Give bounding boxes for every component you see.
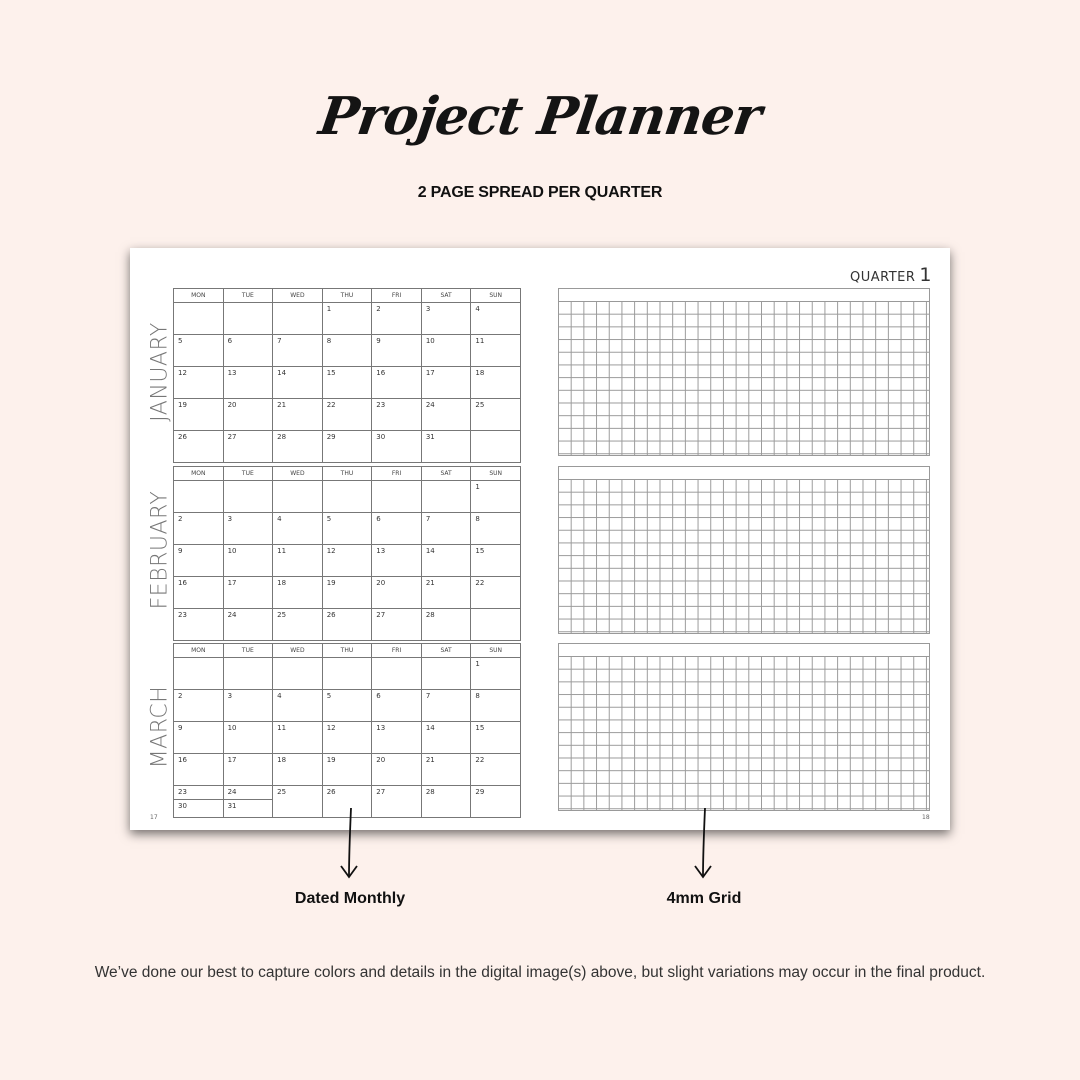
day-cell[interactable]: 7 bbox=[421, 513, 471, 545]
day-cell[interactable]: 20 bbox=[372, 754, 422, 786]
day-cell[interactable]: 12 bbox=[322, 722, 372, 754]
calendar-week bbox=[174, 609, 521, 641]
day-cell[interactable]: 21 bbox=[421, 577, 471, 609]
day-cell[interactable]: 17 bbox=[421, 367, 471, 399]
day-cell[interactable]: 1 bbox=[471, 658, 521, 690]
day-cell[interactable]: 3 bbox=[421, 303, 471, 335]
day-cell[interactable]: 4 bbox=[273, 690, 323, 722]
day-cell[interactable]: 12 bbox=[322, 545, 372, 577]
calendar-table bbox=[173, 288, 521, 463]
day-cell[interactable]: 11 bbox=[273, 545, 323, 577]
day-cell[interactable]: 27 bbox=[372, 786, 422, 818]
day-cell[interactable]: 11 bbox=[273, 722, 323, 754]
weekday-header: TUE bbox=[223, 289, 273, 303]
day-cell[interactable] bbox=[421, 658, 471, 690]
day-cell[interactable] bbox=[273, 481, 323, 513]
day-cell[interactable] bbox=[223, 481, 273, 513]
arrow-down-icon-right bbox=[692, 806, 716, 882]
day-cell[interactable]: 28 bbox=[421, 786, 471, 818]
quarter-label-text: QUARTER bbox=[850, 270, 916, 285]
day-cell[interactable]: 5 bbox=[322, 513, 372, 545]
page-title: Project Planner bbox=[315, 86, 765, 147]
day-cell[interactable] bbox=[372, 658, 422, 690]
day-cell[interactable] bbox=[174, 481, 224, 513]
day-cell[interactable]: 23 bbox=[372, 399, 422, 431]
day-cell[interactable]: 2 bbox=[372, 303, 422, 335]
grid-block-3 bbox=[558, 643, 930, 811]
day-cell[interactable]: 18 bbox=[471, 367, 521, 399]
day-cell[interactable]: 25 bbox=[273, 609, 323, 641]
day-cell[interactable]: 14 bbox=[421, 722, 471, 754]
arrow-down-icon-left bbox=[338, 806, 362, 882]
weekday-header: SAT bbox=[421, 467, 471, 481]
day-cell[interactable]: 13 bbox=[372, 722, 422, 754]
day-cell[interactable]: 25 bbox=[273, 786, 323, 818]
day-cell[interactable]: 10 bbox=[223, 722, 273, 754]
day-cell[interactable]: 5 bbox=[322, 690, 372, 722]
weekday-header: FRI bbox=[372, 467, 422, 481]
day-cell[interactable] bbox=[471, 609, 521, 641]
day-cell[interactable]: 22 bbox=[471, 577, 521, 609]
day-cell[interactable]: 19 bbox=[322, 577, 372, 609]
calendar-week bbox=[174, 722, 521, 754]
calendar-week bbox=[174, 545, 521, 577]
day-cell[interactable]: 7 bbox=[273, 335, 323, 367]
weekday-header: MON bbox=[174, 644, 224, 658]
day-cell[interactable] bbox=[174, 786, 224, 818]
weekday-header: FRI bbox=[372, 644, 422, 658]
calendar-week bbox=[174, 399, 521, 431]
weekday-header: TUE bbox=[223, 644, 273, 658]
disclaimer-text: We’ve done our best to capture colors and details in the digital image(s) above, but slight variations may occur in the final product. bbox=[94, 964, 986, 981]
day-cell[interactable]: 9 bbox=[174, 722, 224, 754]
page-number-right: 18 bbox=[922, 814, 930, 821]
day-cell[interactable]: 4 bbox=[471, 303, 521, 335]
day-cell[interactable]: 7 bbox=[421, 690, 471, 722]
day-cell[interactable]: 13 bbox=[372, 545, 422, 577]
day-cell[interactable]: 11 bbox=[471, 335, 521, 367]
day-cell[interactable] bbox=[174, 658, 224, 690]
day-cell[interactable]: 27 bbox=[372, 609, 422, 641]
day-cell[interactable]: 22 bbox=[471, 754, 521, 786]
day-cell[interactable]: 27 bbox=[223, 431, 273, 463]
day-cell[interactable] bbox=[322, 481, 372, 513]
page-subtitle: 2 PAGE SPREAD PER QUARTER bbox=[417, 184, 663, 201]
calendar-week bbox=[174, 690, 521, 722]
calendar-week bbox=[174, 577, 521, 609]
day-cell[interactable]: 9 bbox=[372, 335, 422, 367]
month-name: FEBRUARY bbox=[147, 490, 173, 610]
grid-block-2 bbox=[558, 466, 930, 634]
day-number: 24 bbox=[224, 786, 273, 800]
calendar-week bbox=[174, 513, 521, 545]
month-name: MARCH bbox=[147, 685, 173, 769]
calendar-week bbox=[174, 431, 521, 463]
day-cell[interactable]: 31 bbox=[421, 431, 471, 463]
day-cell[interactable]: 2 bbox=[174, 513, 224, 545]
day-cell[interactable]: 26 bbox=[322, 786, 372, 818]
day-cell[interactable] bbox=[223, 658, 273, 690]
day-cell[interactable]: 14 bbox=[421, 545, 471, 577]
day-number: 30 bbox=[178, 802, 187, 810]
day-cell[interactable]: 3 bbox=[223, 513, 273, 545]
grid-block-1 bbox=[558, 288, 930, 456]
day-cell[interactable] bbox=[273, 658, 323, 690]
weekday-header: WED bbox=[273, 644, 323, 658]
day-number: 23 bbox=[174, 786, 223, 800]
calendar-week bbox=[174, 335, 521, 367]
day-cell[interactable]: 21 bbox=[273, 399, 323, 431]
day-cell[interactable]: 26 bbox=[322, 609, 372, 641]
day-cell[interactable]: 6 bbox=[372, 513, 422, 545]
day-cell[interactable]: 2 bbox=[174, 690, 224, 722]
day-cell[interactable]: 16 bbox=[174, 577, 224, 609]
calendar-week bbox=[174, 303, 521, 335]
day-cell[interactable]: 23 bbox=[174, 609, 224, 641]
calendar-table bbox=[173, 466, 521, 641]
day-cell[interactable]: 19 bbox=[174, 399, 224, 431]
weekday-header: SUN bbox=[471, 289, 521, 303]
day-cell[interactable]: 25 bbox=[471, 399, 521, 431]
day-cell[interactable]: 16 bbox=[174, 754, 224, 786]
weekday-header: SUN bbox=[471, 644, 521, 658]
weekday-header: MON bbox=[174, 467, 224, 481]
day-cell[interactable]: 15 bbox=[471, 545, 521, 577]
day-cell[interactable] bbox=[322, 658, 372, 690]
day-cell[interactable]: 13 bbox=[223, 367, 273, 399]
day-cell[interactable]: 5 bbox=[174, 335, 224, 367]
calendar-week bbox=[174, 658, 521, 690]
day-cell[interactable]: 1 bbox=[322, 303, 372, 335]
weekday-header: SAT bbox=[421, 644, 471, 658]
day-cell[interactable]: 30 bbox=[372, 431, 422, 463]
quarter-label bbox=[850, 264, 932, 286]
day-cell[interactable]: 24 bbox=[223, 609, 273, 641]
caption-dated-monthly: Dated Monthly bbox=[294, 890, 406, 907]
day-cell[interactable]: 22 bbox=[322, 399, 372, 431]
day-cell[interactable]: 26 bbox=[174, 431, 224, 463]
day-cell[interactable]: 3 bbox=[223, 690, 273, 722]
day-cell[interactable] bbox=[273, 303, 323, 335]
day-cell[interactable]: 8 bbox=[471, 513, 521, 545]
day-cell[interactable]: 8 bbox=[471, 690, 521, 722]
day-cell[interactable] bbox=[372, 481, 422, 513]
weekday-header: THU bbox=[322, 644, 372, 658]
month-name: JANUARY bbox=[147, 322, 173, 422]
weekday-header: MON bbox=[174, 289, 224, 303]
weekday-header: WED bbox=[273, 289, 323, 303]
day-cell[interactable]: 9 bbox=[174, 545, 224, 577]
day-cell[interactable]: 28 bbox=[421, 609, 471, 641]
day-cell[interactable]: 17 bbox=[223, 754, 273, 786]
caption-4mm-grid: 4mm Grid bbox=[666, 890, 742, 907]
day-cell[interactable]: 28 bbox=[273, 431, 323, 463]
planner-spread bbox=[130, 248, 950, 830]
day-number: 31 bbox=[227, 802, 237, 810]
day-cell[interactable] bbox=[174, 303, 224, 335]
day-cell[interactable]: 4 bbox=[273, 513, 323, 545]
calendar-week bbox=[174, 754, 521, 786]
weekday-header: SUN bbox=[471, 467, 521, 481]
day-cell[interactable]: 20 bbox=[372, 577, 422, 609]
quarter-number: 1 bbox=[919, 264, 933, 286]
day-cell[interactable]: 12 bbox=[174, 367, 224, 399]
day-cell[interactable]: 16 bbox=[372, 367, 422, 399]
day-cell[interactable]: 18 bbox=[273, 754, 323, 786]
day-cell[interactable]: 10 bbox=[223, 545, 273, 577]
weekday-header: SAT bbox=[421, 289, 471, 303]
day-cell[interactable]: 17 bbox=[223, 577, 273, 609]
weekday-header: TUE bbox=[223, 467, 273, 481]
weekday-header: THU bbox=[322, 289, 372, 303]
calendar-week bbox=[174, 481, 521, 513]
day-cell[interactable]: 24 bbox=[421, 399, 471, 431]
day-cell[interactable] bbox=[471, 431, 521, 463]
day-cell[interactable]: 21 bbox=[421, 754, 471, 786]
day-cell[interactable] bbox=[421, 481, 471, 513]
day-cell[interactable] bbox=[223, 303, 273, 335]
day-cell[interactable]: 20 bbox=[223, 399, 273, 431]
day-cell[interactable]: 29 bbox=[471, 786, 521, 818]
weekday-header: WED bbox=[273, 467, 323, 481]
day-cell[interactable]: 14 bbox=[273, 367, 323, 399]
weekday-header: FRI bbox=[372, 289, 422, 303]
day-cell[interactable]: 6 bbox=[223, 335, 273, 367]
day-cell[interactable]: 19 bbox=[322, 754, 372, 786]
day-cell[interactable]: 6 bbox=[372, 690, 422, 722]
calendar-table bbox=[173, 643, 521, 818]
day-cell[interactable]: 15 bbox=[471, 722, 521, 754]
day-cell[interactable]: 29 bbox=[322, 431, 372, 463]
day-cell[interactable]: 15 bbox=[322, 367, 372, 399]
day-cell[interactable]: 10 bbox=[421, 335, 471, 367]
calendar-week bbox=[174, 367, 521, 399]
page-number-left: 17 bbox=[150, 814, 158, 821]
weekday-header: THU bbox=[322, 467, 372, 481]
day-cell[interactable]: 18 bbox=[273, 577, 323, 609]
day-cell[interactable]: 1 bbox=[471, 481, 521, 513]
day-cell[interactable] bbox=[223, 786, 273, 818]
day-cell[interactable]: 8 bbox=[322, 335, 372, 367]
